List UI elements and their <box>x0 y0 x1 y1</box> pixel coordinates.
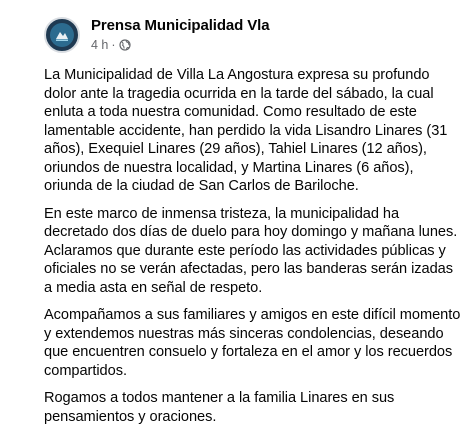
post-meta <box>91 37 270 53</box>
globe-icon[interactable] <box>119 39 131 51</box>
post-body <box>44 66 462 435</box>
avatar[interactable] <box>44 17 80 53</box>
post-timestamp[interactable]: 4 h <box>91 38 109 52</box>
post-paragraph: Acompañamos a sus familiares y amigos en este difícil momento y extendemos nuestras más sinceras condolencias, deseando que encuentren consuelo y fortaleza en el amor y los recuerdos compartidos. <box>44 307 461 379</box>
page-name-link[interactable]: Prensa Municipalidad Vla <box>91 17 270 34</box>
post-paragraph: Rogamos a todos mantener a la familia Linares en sus pensamientos y oraciones. <box>44 390 395 425</box>
meta-separator: · <box>111 38 116 52</box>
municipal-logo-icon <box>50 23 74 47</box>
post-paragraph: La Municipalidad de Villa La Angostura expresa su profundo dolor ante la tragedia ocurrida en la tarde del sábado, la cual enluta a toda nuestra comunidad. Como resultado de este lamentable accidente, han perdido la vida Lisandro Linares (31 años), Exequiel Linares (29 años), Tahiel Linares (12 años), oriundos de nuestra localidad, y Martina Linares (6 años), oriunda de la ciudad de San Carlos de Bariloche. <box>44 67 448 194</box>
post-paragraph: En este marco de inmensa tristeza, la municipalidad ha decretado dos días de duelo para hoy domingo y mañana lunes. Aclaramos que durante este período las actividades públicas y oficiales no se verán afectadas, pero las banderas serán izadas a media asta en señal de respeto. <box>44 205 458 296</box>
post-header <box>44 17 270 53</box>
